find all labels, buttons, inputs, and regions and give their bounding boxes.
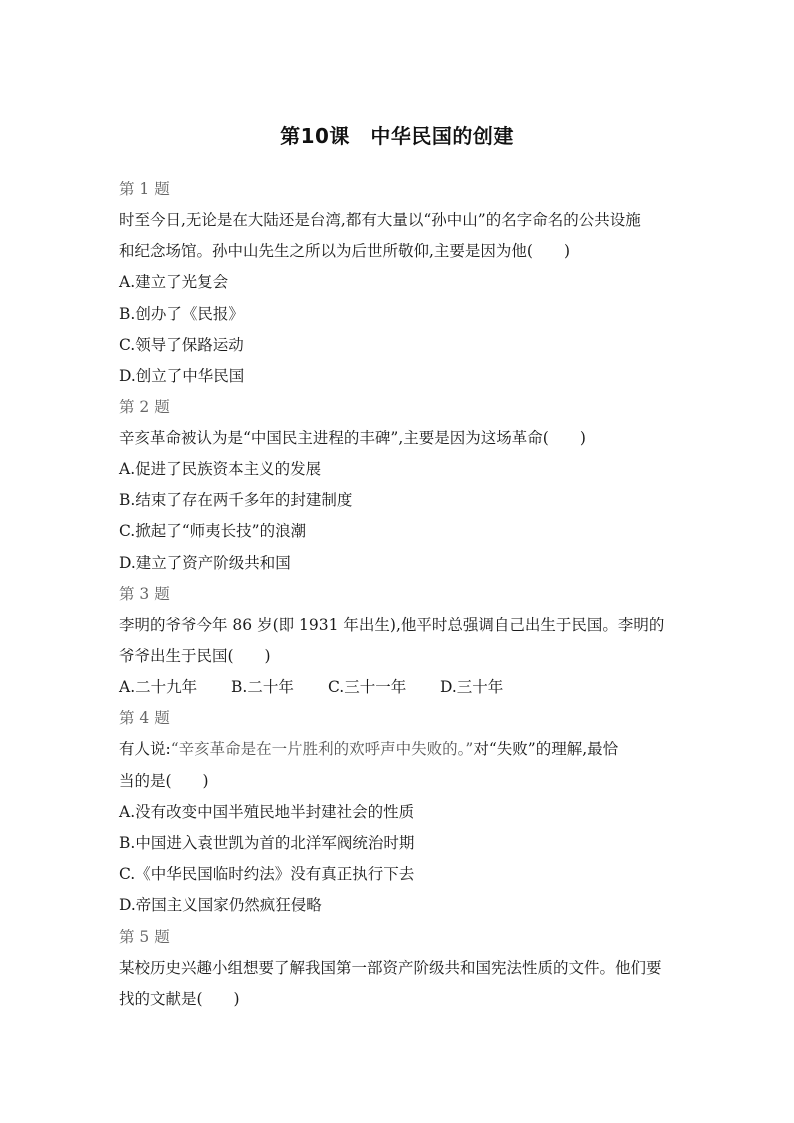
question-1-option-d: D.创立了中华民国 [119, 367, 245, 385]
question-4-stem-suffix: 对“失败”的理解,最恰 [473, 740, 619, 758]
question-2-option-b: B.结束了存在两千多年的封建制度 [119, 491, 353, 509]
question-4-option-d: D.帝国主义国家仍然疯狂侵略 [119, 896, 322, 914]
question-2-option-d: D.建立了资产阶级共和国 [119, 554, 291, 572]
page-title: 第10课 中华民国的创建 [280, 124, 514, 148]
question-1-option-a: A.建立了光复会 [119, 273, 229, 291]
question-1-stem-line-1: 时至今日,无论是在大陆还是台湾,都有大量以“孙中山”的名字命名的公共设施 [119, 211, 641, 229]
question-1-heading: 第 1 题 [119, 180, 170, 198]
question-1-stem-line-2: 和纪念场馆。孙中山先生之所以为后世所敬仰,主要是因为他( ) [119, 242, 571, 260]
question-2-stem-line-1: 辛亥革命被认为是“中国民主进程的丰碑”,主要是因为这场革命( ) [119, 429, 586, 447]
question-2-option-a: A.促进了民族资本主义的发展 [119, 460, 322, 478]
question-4-option-a: A.没有改变中国半殖民地半封建社会的性质 [119, 803, 415, 821]
question-4-option-b: B.中国进入袁世凯为首的北洋军阀统治时期 [119, 834, 415, 852]
question-3-option-b: B.二十年 [231, 678, 294, 696]
question-5-stem-line-1: 某校历史兴趣小组想要了解我国第一部资产阶级共和国宪法性质的文件。他们要 [119, 959, 662, 977]
question-3-option-a: A.二十九年 [119, 678, 198, 696]
question-4-stem-prefix: 有人说: [119, 740, 171, 758]
question-2-option-c: C.掀起了“师夷长技”的浪潮 [119, 522, 307, 540]
question-1-option-b: B.创办了《民报》 [119, 305, 244, 323]
question-3-option-d: D.三十年 [440, 678, 504, 696]
question-5-stem-line-2: 找的文献是( ) [119, 990, 240, 1008]
question-1-option-c: C.领导了保路运动 [119, 336, 244, 354]
question-5-heading: 第 5 题 [119, 928, 170, 946]
question-2-heading: 第 2 题 [119, 398, 170, 416]
question-4-stem-line-2: 当的是( ) [119, 772, 209, 790]
question-3-stem-line-1: 李明的爷爷今年 86 岁(即 1931 年出生),他平时总强调自己出生于民国。李明的 [119, 616, 665, 634]
question-4-stem-line-1 [119, 739, 679, 759]
question-4-heading: 第 4 题 [119, 709, 170, 727]
question-3-heading: 第 3 题 [119, 585, 170, 603]
question-3-stem-line-2: 爷爷出生于民国( ) [119, 647, 271, 665]
question-3-options-row [119, 677, 679, 697]
question-3-option-c: C.三十一年 [328, 678, 407, 696]
question-4-stem-quote: “辛亥革命是在一片胜利的欢呼声中失败的。” [170, 740, 474, 758]
question-4-option-c: C.《中华民国临时约法》没有真正执行下去 [119, 865, 415, 883]
